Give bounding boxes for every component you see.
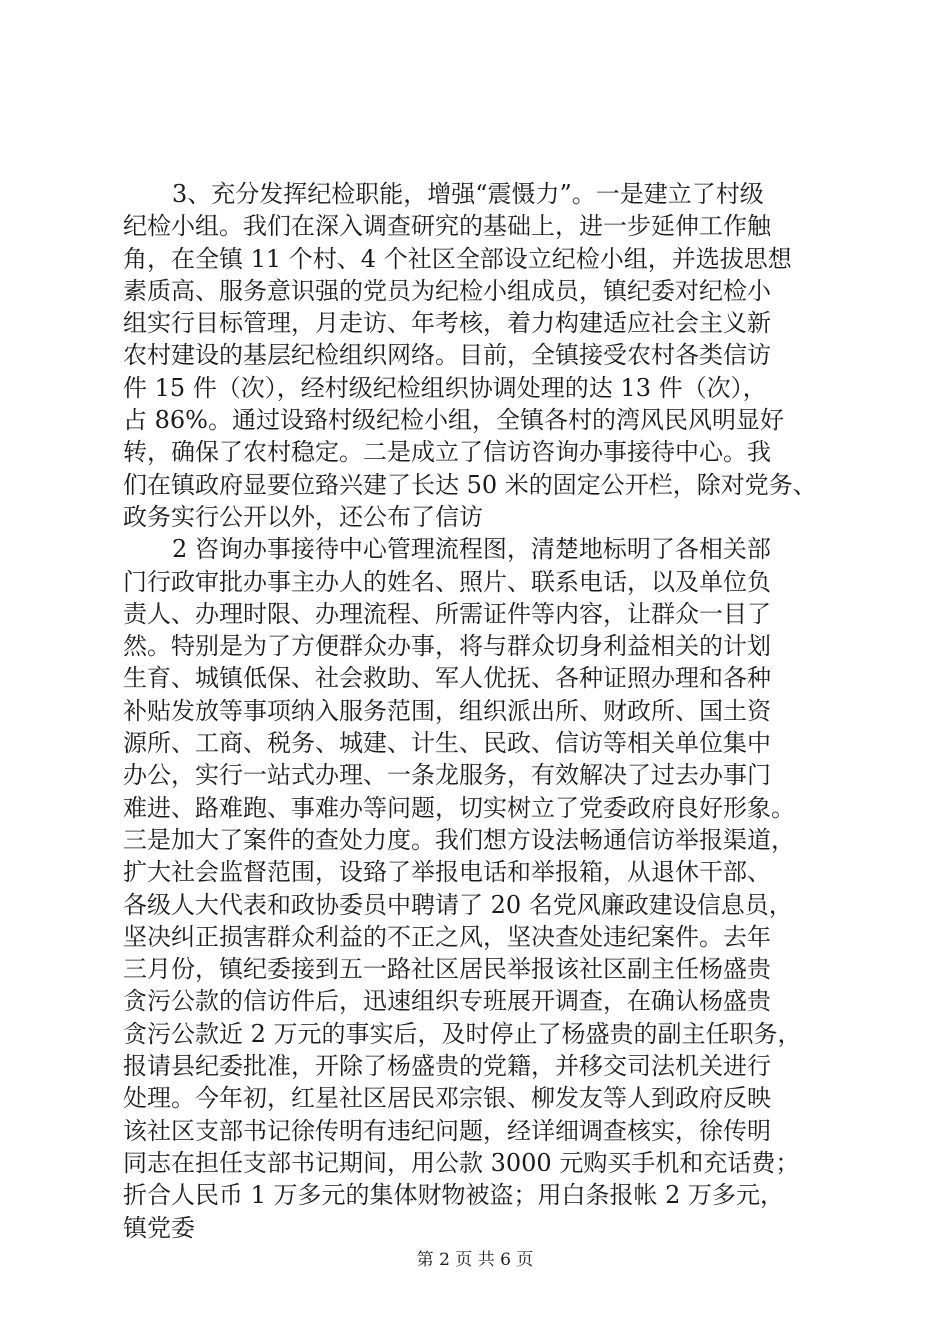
text-line: 转，确保了农村稳定。二是成立了信访咨询办事接待中心。我	[123, 438, 771, 467]
text-line: 处理。今年初，红星社区居民邓宗银、柳发友等人到政府反映	[123, 1084, 771, 1113]
text-line: 件 15 件（次），经村级纪检组织协调处理的达 13 件（次），	[123, 373, 767, 402]
text-line: 三月份，镇纪委接到五一路社区居民举报该社区副主任杨盛贵	[123, 955, 771, 984]
text-line: 同志在担任支部书记期间，用公款 3000 元购买手机和充话费；	[123, 1148, 800, 1177]
text-line: 责人、办理时限、办理流程、所需证件等内容，让群众一目了	[123, 599, 771, 628]
text-line: 纪检小组。我们在深入调查研究的基础上，进一步延伸工作触	[123, 212, 771, 241]
text-line: 办公，实行一站式办理、一条龙服务，有效解决了过去办事门	[123, 761, 771, 790]
text-line: 门行政审批办事主办人的姓名、照片、联系电话，以及单位负	[123, 567, 771, 596]
text-line: 3、充分发挥纪检职能，增强“震慑力”。一是建立了村级	[172, 180, 764, 208]
text-line: 镇党委	[123, 1213, 195, 1242]
text-line: 然。特别是为了方便群众办事，将与群众切身利益相关的计划	[123, 632, 771, 661]
text-line: 角，在全镇 11 个村、4 个社区全部设立纪检小组，并选拔思想	[123, 244, 792, 273]
text-line: 贪污公款的信访件后，迅速组织专班展开调查，在确认杨盛贵	[123, 987, 771, 1016]
text-line: 源所、工商、税务、城建、计生、民政、信访等相关单位集中	[123, 729, 771, 758]
text-line: 折合人民币 1 万多元的集体财物被盗；用白条报帐 2 万多元，	[123, 1181, 785, 1210]
text-line: 生育、城镇低保、社会救助、军人优抚、各种证照办理和各种	[123, 664, 771, 693]
text-line: 坚决纠正损害群众利益的不正之风，坚决查处违纪案件。去年	[123, 922, 771, 951]
body-text	[123, 178, 848, 1244]
text-line: 占 86%。通过设臵村级纪检小组，全镇各村的湾风民风明显好	[123, 406, 784, 435]
text-line: 难进、路难跑、事难办等问题，切实树立了党委政府良好形象。	[123, 793, 795, 822]
text-line: 补贴发放等事项纳入服务范围，组织派出所、财政所、国土资	[123, 696, 771, 725]
page-footer: 第 2 页 共 6 页	[416, 1250, 534, 1270]
text-line: 各级人大代表和政协委员中聘请了 20 名党风廉政建设信息员，	[123, 890, 793, 919]
text-line: 政务实行公开以外，还公布了信访	[123, 502, 483, 531]
text-line: 贪污公款近 2 万元的事实后，及时停止了杨盛贵的副主任职务，	[123, 1019, 802, 1048]
text-line: 扩大社会监督范围，设臵了举报电话和举报箱，从退休干部、	[123, 858, 771, 887]
text-line: 2 咨询办事接待中心管理流程图，清楚地标明了各相关部	[172, 535, 771, 564]
text-line: 该社区支部书记徐传明有违纪问题，经详细调查核实，徐传明	[123, 1116, 771, 1145]
text-line: 农村建设的基层纪检组织网络。目前，全镇接受农村各类信访	[123, 341, 771, 370]
text-line: 报请县纪委批准，开除了杨盛贵的党籍，并移交司法机关进行	[123, 1052, 771, 1081]
text-line: 们在镇政府显要位臵兴建了长达 50 米的固定公开栏，除对党务、	[123, 470, 817, 499]
text-line: 素质高、服务意识强的党员为纪检小组成员，镇纪委对纪检小	[123, 276, 771, 305]
text-line: 组实行目标管理，月走访、年考核，着力构建适应社会主义新	[123, 309, 771, 338]
text-line: 三是加大了案件的查处力度。我们想方设法畅通信访举报渠道，	[123, 825, 795, 854]
